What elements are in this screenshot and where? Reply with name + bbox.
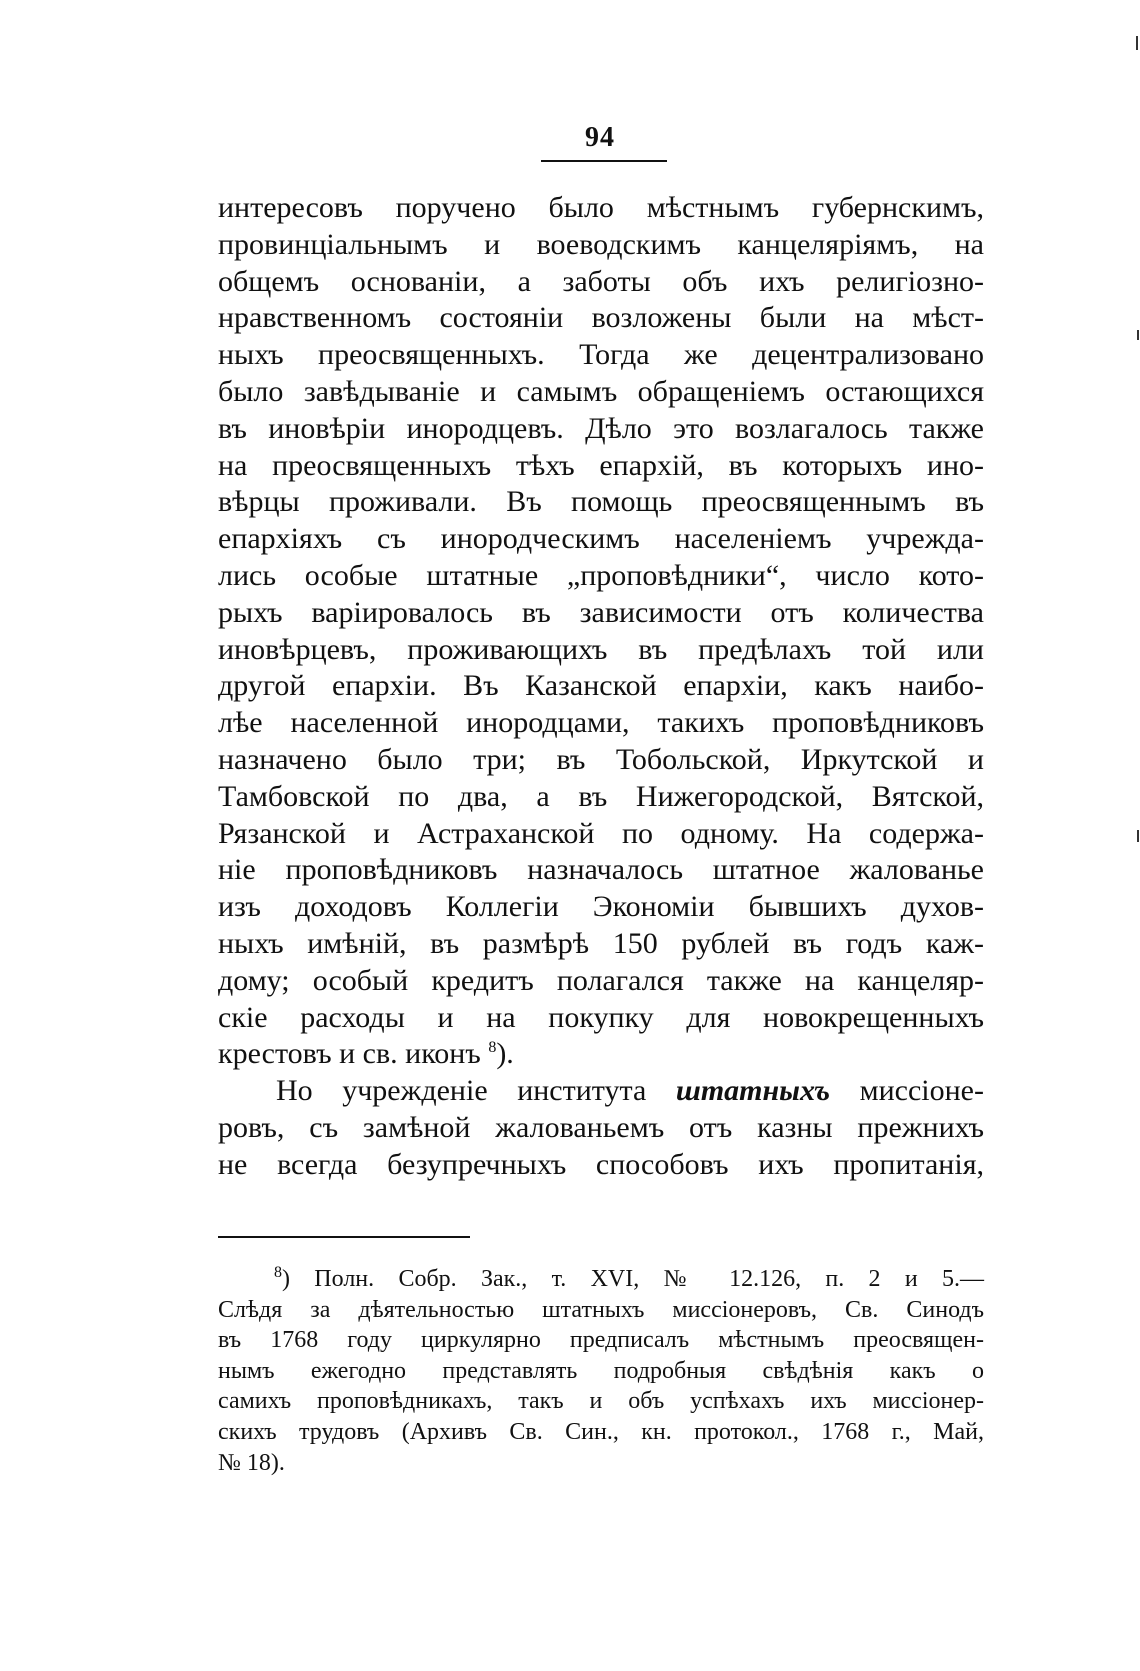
footnote-line: № 18). [218,1449,285,1476]
text-line: ніе проповѣдниковъ назначалось штатное жалованье [218,853,984,887]
footnote-reference[interactable]: 8 [488,1039,497,1057]
text-line: ровъ, съ замѣной жалованьемъ отъ казны прежнихъ [218,1110,984,1144]
footnote-block [218,1264,984,1478]
footnote-line: нымъ ежегодно представлять подробныя свѣдѣнія какъ о [218,1357,984,1384]
footnote-line: въ 1768 году циркулярно предписалъ мѣстнымъ преосвящен- [218,1327,984,1354]
text-line-paragraph-end [218,1036,984,1073]
page-number: 94 [585,122,615,153]
text-line: рыхъ варіировалось въ зависимости отъ количества [218,595,984,629]
text-segment: миссіоне- [830,1074,984,1108]
footnote-line: скихъ трудовъ (Архивъ Св. Син., кн. протокол., 1768 г., Май, [218,1418,984,1445]
footnote-separator [218,1236,470,1238]
text-segment: ). [496,1037,514,1071]
emphasized-term: штатныхъ [675,1074,831,1108]
text-segment: крестовъ и св. иконъ [218,1037,489,1071]
text-line: на преосвященныхъ тѣхъ епархій, въ которыхъ ино- [218,448,984,482]
text-line: другой епархіи. Въ Казанской епархіи, какъ наибо- [218,669,984,703]
footnote-text: ) Полн. Собр. Зак., т. XVI, № 12.126, п. 2 и 5.— [282,1266,984,1292]
text-line: изъ доходовъ Коллегіи Экономіи бывшихъ духов- [218,890,984,924]
text-line: нравственномъ состояніи возложены были на мѣст- [218,301,984,335]
footnote-line [218,1264,984,1295]
footnote-marker: 8 [274,1264,282,1281]
text-line: епархіяхъ съ инородческимъ населеніемъ учрежда- [218,522,984,556]
text-line: провинціальнымъ и воеводскимъ канцеляріямъ, на [218,227,984,261]
scan-edge-mark [1137,830,1139,842]
text-line: лись особые штатные „проповѣдники“, число кото- [218,558,984,592]
text-line: интересовъ поручено было мѣстнымъ губернскимъ, [218,191,984,224]
main-text [218,190,984,1184]
text-line: иновѣрцевъ, проживающихъ въ предѣлахъ той или [218,632,984,666]
text-line: въ иновѣріи инородцевъ. Дѣло это возлагалось также [218,411,984,445]
text-line: ныхъ имѣній, въ размѣрѣ 150 рублей въ годъ каж- [218,926,984,960]
text-line: ныхъ преосвященныхъ. Тогда же децентрализовано [218,338,984,372]
text-line-paragraph-start [218,1073,984,1110]
text-line: общемъ основаніи, а заботы объ ихъ религіозно- [218,264,984,298]
text-line: назначено было три; въ Тобольской, Иркутской и [218,742,984,776]
footnote-line: самихъ проповѣдникахъ, такъ и объ успѣхахъ ихъ миссіонер- [218,1388,984,1415]
text-line: скіе расходы и на покупку для новокрещенныхъ [218,1000,984,1034]
text-line: дому; особый кредитъ полагался также на канцеляр- [218,963,984,997]
text-line: было завѣдываніе и самымъ обращеніемъ остающихся [218,374,984,408]
text-line: лѣе населенной инородцами, такихъ проповѣдниковъ [218,706,984,740]
text-segment: Но учрежденіе института [276,1074,676,1108]
scan-edge-mark [1137,330,1139,340]
scan-edge-mark [1136,36,1138,50]
text-line: Рязанской и Астраханской по одному. На содержа- [218,816,984,850]
text-line: не всегда безупречныхъ способовъ ихъ пропитанія, [218,1147,984,1181]
text-line: вѣрцы проживали. Въ помощь преосвященнымъ въ [218,485,984,519]
footnote-line: Слѣдя за дѣятельностью штатныхъ миссіонеровъ, Св. Синодъ [218,1296,984,1323]
page-number-rule [541,160,667,162]
text-line: Тамбовской по два, а въ Нижегородской, Вятской, [218,779,984,813]
